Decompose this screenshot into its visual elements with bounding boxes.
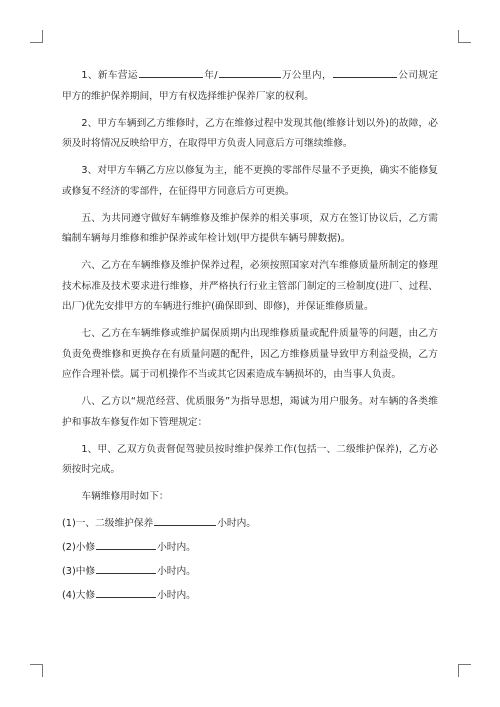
paragraph-new-vehicle [62,66,438,107]
blank-field-hours[interactable] [96,538,156,550]
item-label: (1)一、二级维护保养 [62,518,154,529]
blank-field-hours[interactable] [96,562,156,574]
item-suffix: 小时内。 [157,590,196,601]
paragraph-repair-time-heading: 车辆维修用时如下： [81,491,169,502]
crop-mark-bottom-right [458,664,471,677]
paragraph-text: 万公里内， [281,70,332,81]
blank-field-hours[interactable] [154,514,216,526]
item-label: (3)中修 [62,566,96,577]
list-item-level-maintenance [62,514,438,535]
crop-mark-top-right [458,30,471,43]
item-suffix: 小时内。 [157,542,196,553]
paragraph-clause-7: 七、乙方在车辆维修或维护属保质期内出现维修质量或配件质量等的问题，由乙方负责免费维修和更换存在有质量问题的配件，因乙方维修质量导致甲方利益受损，乙方应作合理补偿。属于司机操作不当或其它因素造成车辆损坏的，由当事人负责。 [62,328,438,380]
paragraph-repair-principle: 3、对甲方车辆乙方应以修复为主，能不更换的零部件尽量不予更换，确实不能修复或修复不经济的零部件，在征得甲方同意后方可更换。 [62,165,438,197]
item-label: (4)大修 [62,590,96,601]
paragraph-text: 年/ [203,70,218,81]
paragraph-text: 公司规定甲方的维护保养期间，甲方有权选择维护保养厂家的权利。 [62,70,439,102]
item-suffix: 小时内。 [157,566,196,577]
blank-field-company[interactable] [333,66,397,78]
item-suffix: 小时内。 [217,518,256,529]
blank-field-year[interactable] [139,66,203,78]
crop-mark-bottom-left [30,664,43,677]
document-body [62,66,438,610]
paragraph-clause-6: 六、乙方在车辆维修及维护保养过程，必须按照国家对汽车维修质量所制定的修理技术标准及技术要求进行维修，并严格执行行业主管部门制定的三检制度(进厂、过程、出厂)优先安排甲方的车辆进行维护(确保即到、即修)，并保证维修质量。 [62,260,438,312]
paragraph-maintenance-duty: 1、甲、乙双方负责督促驾驶员按时维护保养工作(包括一、二级维护保养)，乙方必须按时完成。 [62,443,438,475]
paragraph-extra-faults: 2、甲方车辆到乙方维修时，乙方在维修过程中发现其他(维修计划以外)的故障，必须及时将情况反映给甲方，在取得甲方负责人同意后方可继续维修。 [62,117,438,149]
paragraph-clause-8: 八、乙方以“规范经营、优质服务”为指导思想，竭诚为用户服务。对车辆的各类维护和事故车修复作如下管理规定： [62,396,438,428]
list-item-major-repair [62,586,438,607]
list-item-minor-repair [62,538,438,559]
list-item-medium-repair [62,562,438,583]
crop-mark-top-left [30,30,43,43]
paragraph-text: 1、新车营运 [81,70,138,81]
blank-field-hours[interactable] [96,586,156,598]
blank-field-mileage[interactable] [219,66,281,78]
item-label: (2)小修 [62,542,96,553]
paragraph-clause-5: 五、为共同遵守做好车辆维修及维护保养的相关事项，双方在签订协议后，乙方需编制车辆每月维修和维护保养或年检计划(甲方提供车辆号牌数据)。 [62,212,438,244]
